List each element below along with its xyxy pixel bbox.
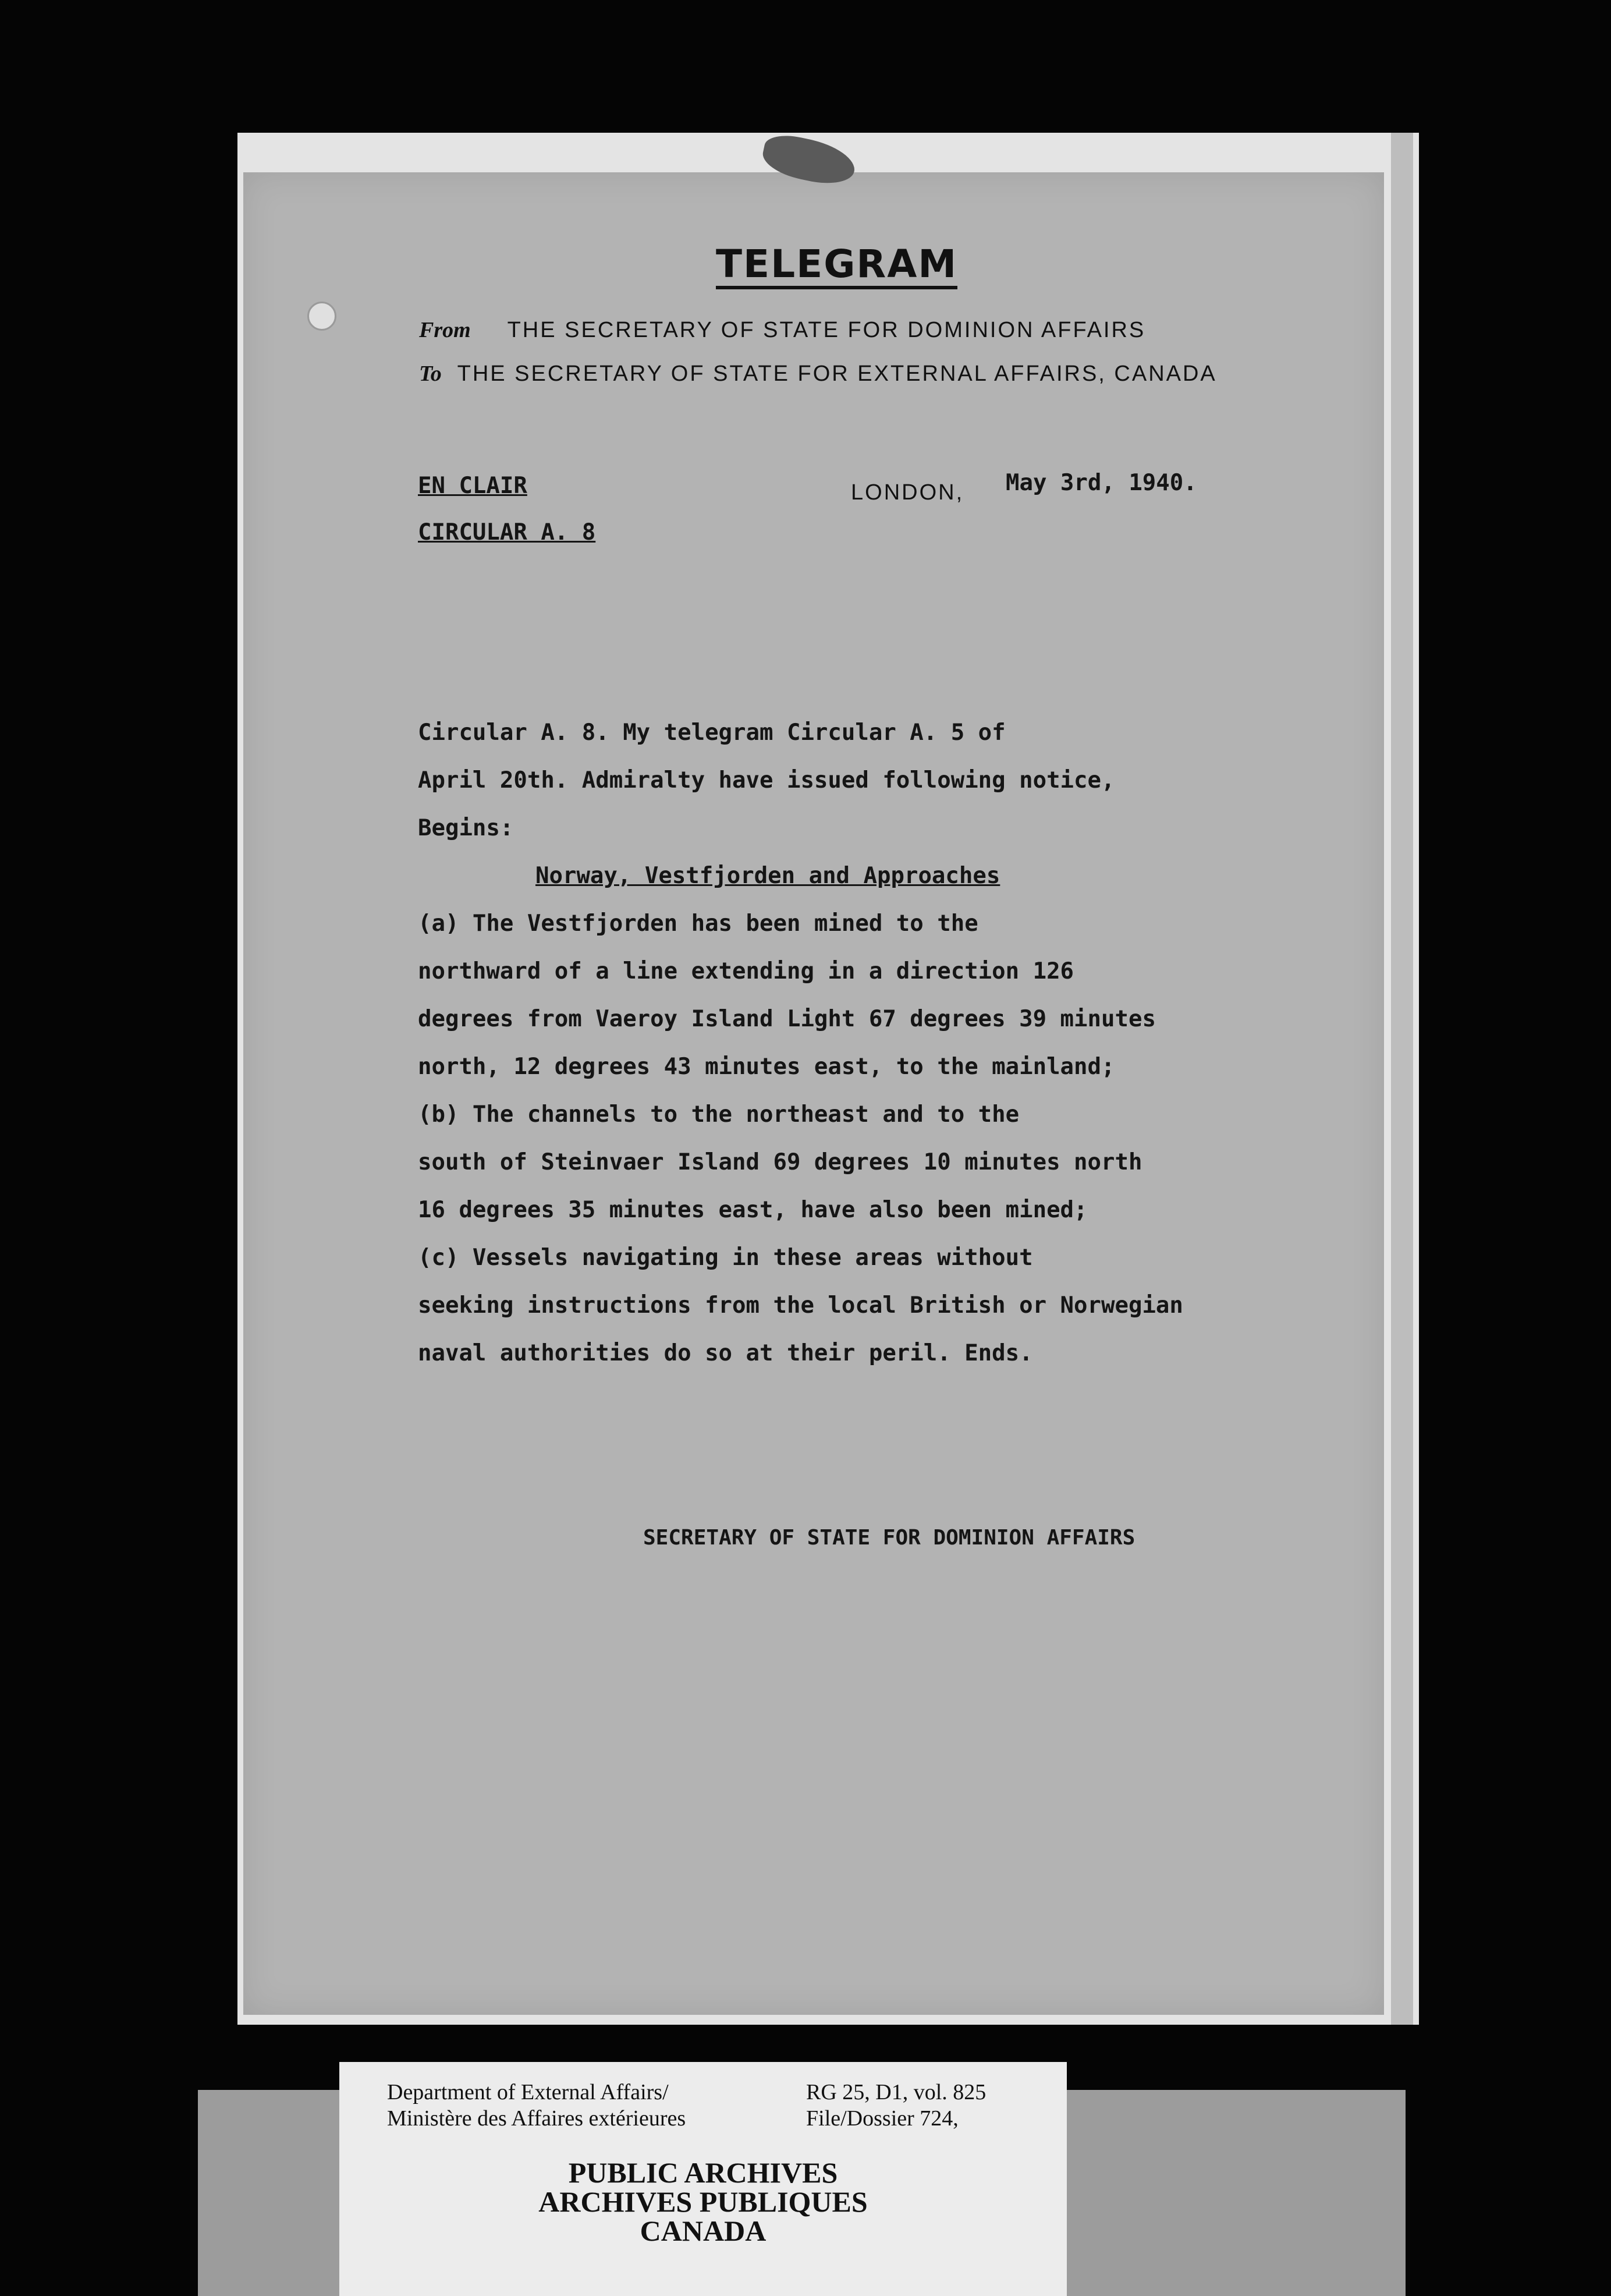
dept-fr: Ministère des Affaires extérieures bbox=[387, 2106, 686, 2131]
stamp-line-3: CANADA bbox=[640, 2214, 767, 2247]
circular-reference: CIRCULAR A. 8 bbox=[418, 519, 596, 545]
body-line: (c) Vessels navigating in these areas without bbox=[418, 1245, 1033, 1271]
body-line: (b) The channels to the northeast and to the bbox=[418, 1101, 1020, 1128]
telegram-sheet bbox=[243, 172, 1384, 2015]
stamp-line-1: PUBLIC ARCHIVES bbox=[568, 2156, 838, 2189]
date: May 3rd, 1940. bbox=[1006, 470, 1197, 496]
sheet-edge bbox=[1391, 133, 1413, 2025]
punch-hole bbox=[307, 302, 336, 331]
file-number: File/Dossier 724, bbox=[806, 2106, 959, 2131]
from-line bbox=[419, 317, 1145, 343]
en-clair-marking: EN CLAIR bbox=[418, 473, 527, 499]
body-line: (a) The Vestfjorden has been mined to the bbox=[418, 910, 978, 937]
body-line: seeking instructions from the local British or Norwegian bbox=[418, 1292, 1183, 1319]
telegram-title: TELEGRAM bbox=[716, 243, 957, 289]
body-line: south of Steinvaer Island 69 degrees 10 minutes north bbox=[418, 1149, 1142, 1175]
from-text: THE SECRETARY OF STATE FOR DOMINION AFFAIRS bbox=[507, 318, 1146, 342]
body-line: April 20th. Admiralty have issued following notice, bbox=[418, 767, 1115, 793]
body-line: Begins: bbox=[418, 815, 514, 841]
to-label: To bbox=[419, 362, 442, 386]
body-line: northward of a line extending in a direction 126 bbox=[418, 958, 1074, 984]
body-line: naval authorities do so at their peril. Ends. bbox=[418, 1340, 1033, 1366]
record-group: RG 25, D1, vol. 825 bbox=[806, 2080, 987, 2104]
to-text: THE SECRETARY OF STATE FOR EXTERNAL AFFAIRS, CANADA bbox=[457, 362, 1217, 386]
body-line: north, 12 degrees 43 minutes east, to the mainland; bbox=[418, 1054, 1115, 1080]
body-line: 16 degrees 35 minutes east, have also been mined; bbox=[418, 1197, 1088, 1223]
stamp-line-2: ARCHIVES PUBLIQUES bbox=[538, 2185, 868, 2218]
to-line bbox=[419, 361, 1217, 387]
city: LONDON, bbox=[851, 480, 964, 505]
body-line: degrees from Vaeroy Island Light 67 degrees 39 minutes bbox=[418, 1006, 1156, 1032]
notice-heading: Norway, Vestfjorden and Approaches bbox=[535, 863, 1000, 889]
from-label: From bbox=[419, 318, 471, 342]
body-line: Circular A. 8. My telegram Circular A. 5 of bbox=[418, 720, 1006, 746]
signature: SECRETARY OF STATE FOR DOMINION AFFAIRS bbox=[643, 1526, 1135, 1550]
dept-en: Department of External Affairs/ bbox=[387, 2080, 669, 2104]
